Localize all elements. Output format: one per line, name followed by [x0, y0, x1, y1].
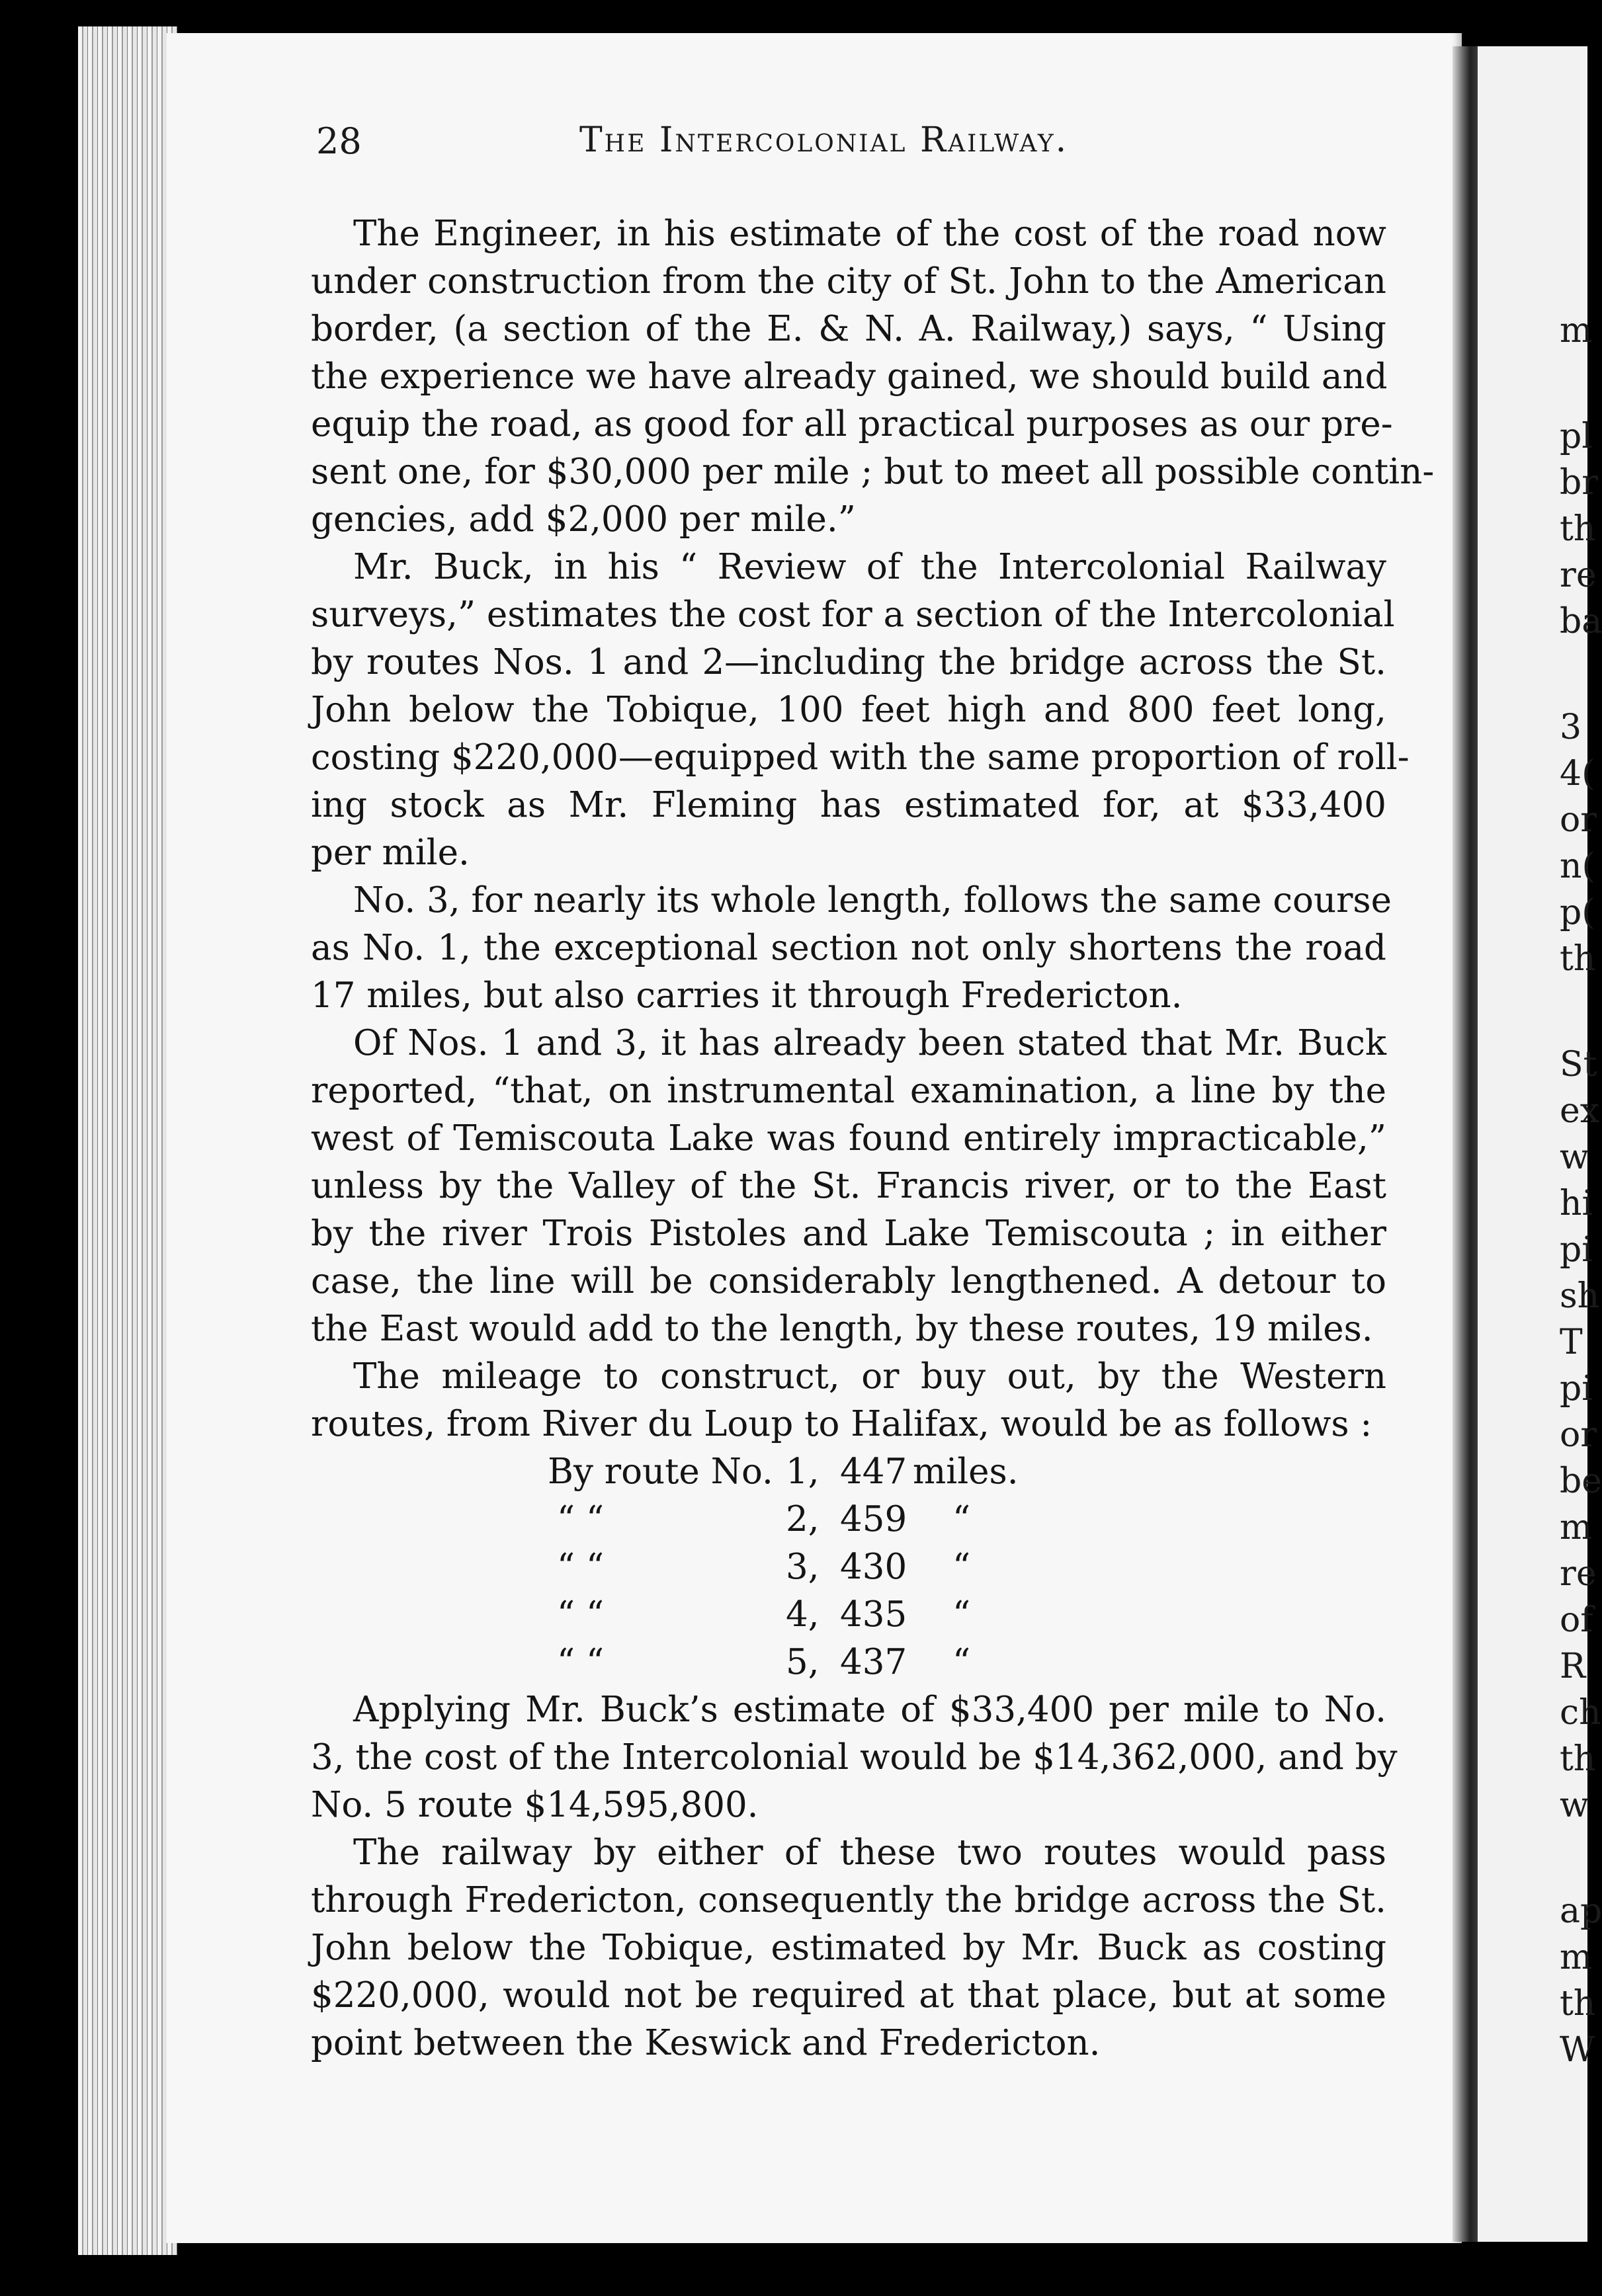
facing-page-fragment: W	[1560, 2030, 1595, 2070]
mileage-prefix: “ “	[557, 1642, 605, 1682]
mileage-route: 1,	[786, 1452, 820, 1492]
mileage-route: 3,	[786, 1547, 820, 1587]
text-line: Applying Mr. Buck’s estimate of $33,400 per mile to No.	[353, 1690, 1386, 1730]
text-line: by the river Trois Pistoles and Lake Temiscouta ; in either	[311, 1213, 1386, 1254]
paragraph	[311, 1686, 1398, 1829]
text-line: $220,000, would not be required at that place, but at some	[311, 1975, 1386, 2016]
mileage-route: 2,	[786, 1499, 820, 1539]
text-line: as No. 1, the exceptional section not only shortens the road	[311, 928, 1386, 968]
facing-page-fragment: be	[1560, 1461, 1602, 1501]
page-number: 28	[316, 120, 362, 162]
mileage-unit: miles.	[913, 1452, 1019, 1492]
text-line: 3, the cost of the Intercolonial would be $14,362,000, and by	[311, 1737, 1398, 1778]
text-line: costing $220,000—equipped with the same proportion of roll-	[311, 737, 1410, 778]
text-line: point between the Keswick and Fredericton.	[311, 2023, 1101, 2063]
mileage-row	[311, 1543, 1386, 1591]
text-line: under construction from the city of St. John to the American	[311, 261, 1386, 302]
paragraph	[311, 210, 1435, 544]
facing-page-fragment: pi	[1560, 1230, 1593, 1270]
facing-page-fragment: pl	[1560, 417, 1593, 456]
text-line: case, the line will be considerably lengthened. A detour to	[311, 1261, 1386, 1301]
facing-page-fragment: 4(	[1560, 754, 1595, 794]
facing-page-fragment: m	[1560, 311, 1593, 350]
mileage-unit: “	[952, 1547, 971, 1587]
facing-page-fragment: ap	[1560, 1891, 1602, 1931]
text-line: ing stock as Mr. Fleming has estimated for, at $33,400	[311, 785, 1386, 825]
mileage-prefix: By route No.	[548, 1452, 773, 1492]
text-line: through Fredericton, consequently the bridge across the St.	[311, 1880, 1386, 1920]
text-line: sent one, for $30,000 per mile ; but to meet all possible contin-	[311, 452, 1435, 492]
mileage-row	[311, 1639, 1386, 1686]
facing-page-fragment: m	[1560, 1938, 1593, 1977]
mileage-unit: “	[952, 1499, 971, 1539]
mileage-prefix: “ “	[557, 1547, 605, 1587]
facing-page-fragment: m	[1560, 1508, 1593, 1547]
facing-page-fragment: th	[1560, 1984, 1596, 2024]
paragraph	[311, 1829, 1386, 2067]
text-line: equip the road, as good for all practical purposes as our pre-	[311, 404, 1393, 444]
text-line: The mileage to construct, or buy out, by the Western	[353, 1356, 1386, 1397]
mileage-miles: 430	[840, 1547, 907, 1587]
text-line: No. 5 route $14,595,800.	[311, 1785, 759, 1825]
facing-page-fragment: hi	[1560, 1184, 1593, 1223]
facing-page-fragment: th	[1560, 939, 1596, 979]
facing-page-fragment: ba	[1560, 602, 1602, 641]
text-line: west of Temiscouta Lake was found entirely impracticable,”	[311, 1118, 1386, 1159]
text-line: per mile.	[311, 833, 470, 873]
text-line: surveys,” estimates the cost for a section of the Intercolonial	[311, 594, 1395, 635]
mileage-route: 4,	[786, 1594, 820, 1635]
paragraph	[311, 1020, 1386, 1353]
facing-page-fragment: pi	[1560, 1369, 1593, 1409]
text-line: the experience we have already gained, we should build and	[311, 356, 1388, 397]
text-line: 17 miles, but also carries it through Fredericton.	[311, 975, 1183, 1016]
mileage-unit: “	[952, 1594, 971, 1635]
text-line: The Engineer, in his estimate of the cost of the road now	[353, 214, 1386, 254]
mileage-miles: 437	[840, 1642, 907, 1682]
facing-page-fragment: th	[1560, 1739, 1596, 1779]
paragraph	[311, 1353, 1386, 1448]
text-line: routes, from River du Loup to Halifax, would be as follows :	[311, 1404, 1372, 1444]
facing-page-fragment: sh	[1560, 1276, 1600, 1316]
text-line: John below the Tobique, 100 feet high and 800 feet long,	[311, 690, 1386, 730]
mileage-unit: “	[952, 1642, 971, 1682]
paragraph	[311, 544, 1410, 877]
paragraph	[311, 877, 1392, 1020]
mileage-route: 5,	[786, 1642, 820, 1682]
facing-page-fragment: T	[1560, 1323, 1583, 1362]
facing-page-fragment: 3	[1560, 708, 1582, 747]
running-header	[316, 120, 1388, 173]
body-text	[311, 210, 1435, 2067]
facing-page-fragment: or	[1560, 1415, 1597, 1455]
facing-page-fragment: n(	[1560, 846, 1595, 886]
text-line: The railway by either of these two routes would pass	[353, 1832, 1386, 1873]
mileage-prefix: “ “	[557, 1594, 605, 1635]
facing-page	[1478, 46, 1602, 2242]
text-line: border, (a section of the E. & N. A. Railway,) says, “ Using	[311, 309, 1386, 349]
facing-page-fragment: or	[1560, 800, 1597, 840]
mileage-miles: 459	[840, 1499, 907, 1539]
mileage-row	[311, 1448, 1386, 1496]
mileage-row	[311, 1496, 1386, 1543]
facing-page-fragment: of	[1560, 1600, 1593, 1640]
mileage-prefix: “ “	[557, 1499, 605, 1539]
text-line: reported, “that, on instrumental examination, a line by the	[311, 1071, 1386, 1111]
mileage-row	[311, 1591, 1386, 1639]
text-line: the East would add to the length, by these routes, 19 miles.	[311, 1309, 1373, 1349]
text-line: No. 3, for nearly its whole length, follows the same course	[353, 880, 1392, 921]
facing-page-fragment: ex	[1560, 1091, 1600, 1131]
text-line: John below the Tobique, estimated by Mr. Buck as costing	[311, 1928, 1386, 1968]
facing-page-fragment: br	[1560, 463, 1599, 503]
facing-page-fragment: re	[1560, 555, 1597, 595]
facing-page-fragment: w	[1560, 1785, 1589, 1825]
running-title: The Intercolonial Railway.	[579, 120, 1069, 160]
facing-page-fragment: ch	[1560, 1693, 1601, 1733]
mileage-miles: 447	[840, 1452, 907, 1492]
facing-page-fragment: p(	[1560, 893, 1595, 932]
text-line: Of Nos. 1 and 3, it has already been stated that Mr. Buck	[353, 1023, 1386, 1063]
mileage-table	[311, 1448, 1386, 1686]
mileage-miles: 435	[840, 1594, 907, 1635]
text-line: unless by the Valley of the St. Francis river, or to the East	[311, 1166, 1386, 1206]
facing-page-fragment: w	[1560, 1137, 1589, 1177]
facing-page-fragment: St	[1560, 1045, 1597, 1085]
text-line: gencies, add $2,000 per mile.”	[311, 499, 856, 540]
text-line: by routes Nos. 1 and 2—including the bridge across the St.	[311, 642, 1386, 682]
page-edges	[78, 26, 177, 2255]
facing-page-fragment: th	[1560, 509, 1596, 549]
facing-page-fragment: re	[1560, 1554, 1597, 1594]
text-line: Mr. Buck, in his “ Review of the Intercolonial Railway	[353, 547, 1386, 587]
facing-page-fragment: R	[1560, 1647, 1586, 1686]
